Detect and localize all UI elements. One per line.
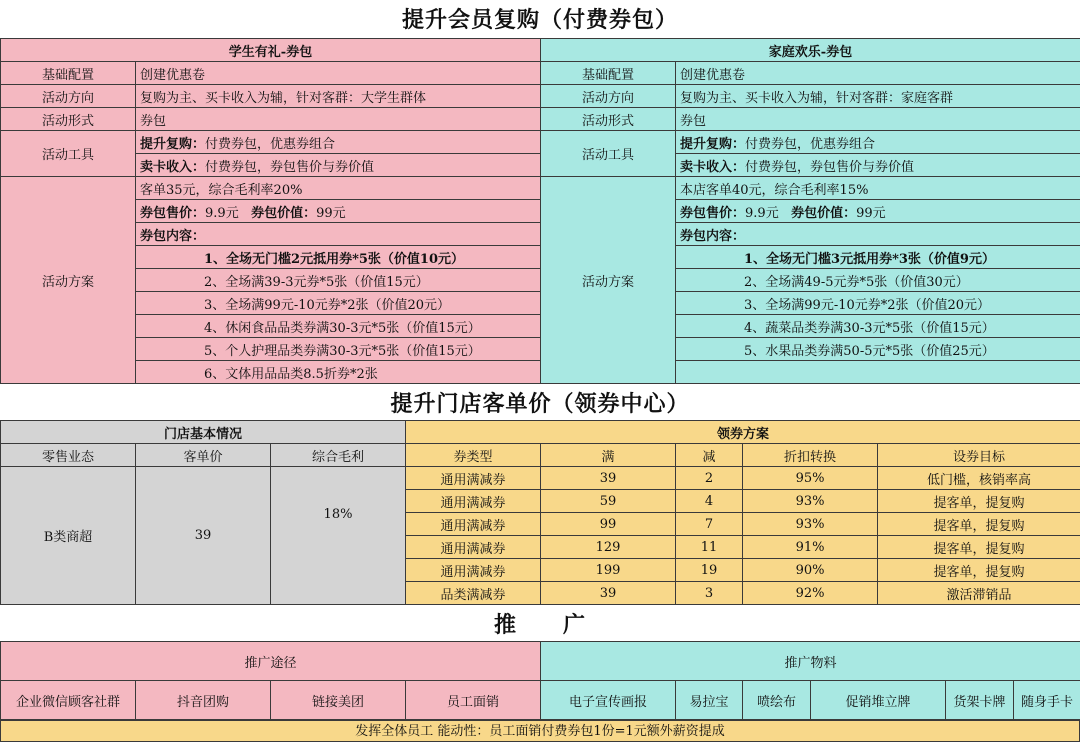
plan-cell: 90% xyxy=(743,559,878,582)
promo-material: 随身手卡 xyxy=(1014,681,1080,720)
store-format: B类商超 xyxy=(1,467,136,605)
right-worth-label: 券包价值： xyxy=(791,205,857,221)
right-item: 3、全场满99元-10元券*2张（价值20元） xyxy=(676,292,1080,315)
plan-cell: 93% xyxy=(743,490,878,513)
right-tool-line xyxy=(676,154,1080,177)
plan-cell: 通用满减券 xyxy=(406,536,541,559)
store-col-header: 综合毛利 xyxy=(271,444,406,467)
plan-cell: 93% xyxy=(743,513,878,536)
right-tool-2-bold: 卖卡收入： xyxy=(680,159,746,175)
staff-incentive-footer: 发挥全体员工 能动性：员工面销付费券包1份=1元额外薪资提成 xyxy=(0,720,1080,742)
plan-cell: 2 xyxy=(676,467,743,490)
plan-cell: 提客单，提复购 xyxy=(878,490,1080,513)
plan-col-header: 券类型 xyxy=(406,444,541,467)
promo-channel: 抖音团购 xyxy=(136,681,271,720)
left-item: 2、全场满39-3元券*5张（价值15元） xyxy=(136,269,541,292)
left-content-label: 券包内容： xyxy=(136,223,541,246)
store-avg-ticket: 39 xyxy=(136,467,271,605)
section1-title: 提升会员复购（付费券包） xyxy=(401,7,678,33)
left-tool-2-text: 付费券包，券包售价与券价值 xyxy=(205,159,375,175)
promo-channel: 员工面销 xyxy=(406,681,541,720)
right-item-empty xyxy=(676,361,1080,384)
left-worth-label: 券包价值： xyxy=(251,205,317,221)
promo-material: 促销堆立牌 xyxy=(811,681,946,720)
plan-cell: 99 xyxy=(541,513,676,536)
plan-cell: 提客单，提复购 xyxy=(878,559,1080,582)
right-tool-1-bold: 提升复购： xyxy=(680,136,746,152)
right-price-label: 券包售价： xyxy=(680,205,746,221)
left-tool-1-bold: 提升复购： xyxy=(140,136,206,152)
right-price-line xyxy=(676,200,1080,223)
left-row-value: 券包 xyxy=(136,108,541,131)
plan-cell: 7 xyxy=(676,513,743,536)
plan-cell: 39 xyxy=(541,582,676,605)
right-plan-line: 本店客单40元，综合毛利率15% xyxy=(676,177,1080,200)
plan-cell: 品类满减券 xyxy=(406,582,541,605)
plan-cell: 199 xyxy=(541,559,676,582)
promo-material-header: 推广物料 xyxy=(541,642,1080,681)
right-price-value: 9.9元 xyxy=(745,205,779,221)
left-row-label: 活动方向 xyxy=(1,85,136,108)
plan-col-header: 设券目标 xyxy=(878,444,1080,467)
right-tool-2-text: 付费券包，券包售价与券价值 xyxy=(745,159,915,175)
plan-cell: 低门槛，核销率高 xyxy=(878,467,1080,490)
promo-channel: 链接美团 xyxy=(271,681,406,720)
plan-cell: 19 xyxy=(676,559,743,582)
plan-cell: 通用满减券 xyxy=(406,559,541,582)
store-gross-margin: 18% xyxy=(271,467,406,605)
right-row-value: 券包 xyxy=(676,108,1080,131)
right-tool-1-text: 付费券包，优惠券组合 xyxy=(745,136,876,152)
left-tool-1-text: 付费券包，优惠券组合 xyxy=(205,136,336,152)
left-pack-header: 学生有礼-券包 xyxy=(1,39,541,62)
right-worth-value: 99元 xyxy=(856,205,886,221)
plan-col-header: 满 xyxy=(541,444,676,467)
plan-cell: 通用满减券 xyxy=(406,490,541,513)
plan-cell: 3 xyxy=(676,582,743,605)
right-item: 2、全场满49-5元券*5张（价值30元） xyxy=(676,269,1080,292)
plan-cell: 通用满减券 xyxy=(406,467,541,490)
left-price-value: 9.9元 xyxy=(205,205,239,221)
left-tool-line xyxy=(136,131,541,154)
left-row-value: 复购为主、买卡收入为辅，针对客群：大学生群体 xyxy=(136,85,541,108)
plan-cell: 通用满减券 xyxy=(406,513,541,536)
right-item: 1、全场无门槛3元抵用券*3张（价值9元） xyxy=(676,246,1080,269)
left-plan-label: 活动方案 xyxy=(1,177,136,384)
right-row-label: 基础配置 xyxy=(541,62,676,85)
left-tool-2-bold: 卖卡收入： xyxy=(140,159,206,175)
plan-cell: 4 xyxy=(676,490,743,513)
promo-material: 货架卡牌 xyxy=(946,681,1014,720)
left-worth-value: 99元 xyxy=(316,205,346,221)
right-plan-label: 活动方案 xyxy=(541,177,676,384)
plan-cell: 59 xyxy=(541,490,676,513)
left-price-line xyxy=(136,200,541,223)
left-price-label: 券包售价： xyxy=(140,205,206,221)
left-row-label: 活动形式 xyxy=(1,108,136,131)
left-item: 6、文体用品品类8.5折券*2张 xyxy=(136,361,541,384)
promo-material: 易拉宝 xyxy=(676,681,743,720)
right-tool-label: 活动工具 xyxy=(541,131,676,177)
plan-cell: 提客单，提复购 xyxy=(878,536,1080,559)
store-col-header: 客单价 xyxy=(136,444,271,467)
coupon-plan-header: 领券方案 xyxy=(406,421,1080,444)
section2-title: 提升门店客单价（领券中心） xyxy=(390,391,690,417)
left-item: 5、个人护理品类券满30-3元*5张（价值15元） xyxy=(136,338,541,361)
promo-material: 喷绘布 xyxy=(743,681,811,720)
right-row-label: 活动形式 xyxy=(541,108,676,131)
plan-cell: 91% xyxy=(743,536,878,559)
left-tool-line xyxy=(136,154,541,177)
left-row-value: 创建优惠卷 xyxy=(136,62,541,85)
coupon-center-table xyxy=(0,420,1080,605)
promo-channel-header: 推广途径 xyxy=(1,642,541,681)
right-pack-header: 家庭欢乐-券包 xyxy=(541,39,1080,62)
right-item: 5、水果品类券满50-5元*5张（价值25元） xyxy=(676,338,1080,361)
plan-col-header: 折扣转换 xyxy=(743,444,878,467)
right-tool-line xyxy=(676,131,1080,154)
right-item: 4、蔬菜品类券满30-3元*5张（价值15元） xyxy=(676,315,1080,338)
plan-cell: 95% xyxy=(743,467,878,490)
coupon-pack-table xyxy=(0,38,1080,384)
plan-col-header: 减 xyxy=(676,444,743,467)
left-item: 3、全场满99元-10元券*2张（价值20元） xyxy=(136,292,541,315)
section3-title: 推 广 xyxy=(493,612,586,638)
plan-cell: 11 xyxy=(676,536,743,559)
left-row-label: 基础配置 xyxy=(1,62,136,85)
left-tool-label: 活动工具 xyxy=(1,131,136,177)
plan-cell: 39 xyxy=(541,467,676,490)
store-col-header: 零售业态 xyxy=(1,444,136,467)
plan-cell: 129 xyxy=(541,536,676,559)
right-row-value: 创建优惠卷 xyxy=(676,62,1080,85)
store-info-header: 门店基本情况 xyxy=(1,421,406,444)
right-row-label: 活动方向 xyxy=(541,85,676,108)
right-row-value: 复购为主、买卡收入为辅，针对客群：家庭客群 xyxy=(676,85,1080,108)
plan-cell: 激活滞销品 xyxy=(878,582,1080,605)
right-content-label: 券包内容： xyxy=(676,223,1080,246)
promo-material: 电子宣传画报 xyxy=(541,681,676,720)
left-plan-line: 客单35元，综合毛利率20% xyxy=(136,177,541,200)
plan-cell: 92% xyxy=(743,582,878,605)
left-item: 1、全场无门槛2元抵用券*5张（价值10元） xyxy=(136,246,541,269)
plan-cell: 提客单，提复购 xyxy=(878,513,1080,536)
left-item: 4、休闲食品品类券满30-3元*5张（价值15元） xyxy=(136,315,541,338)
promo-channel: 企业微信顾客社群 xyxy=(1,681,136,720)
promotion-table xyxy=(0,641,1080,720)
